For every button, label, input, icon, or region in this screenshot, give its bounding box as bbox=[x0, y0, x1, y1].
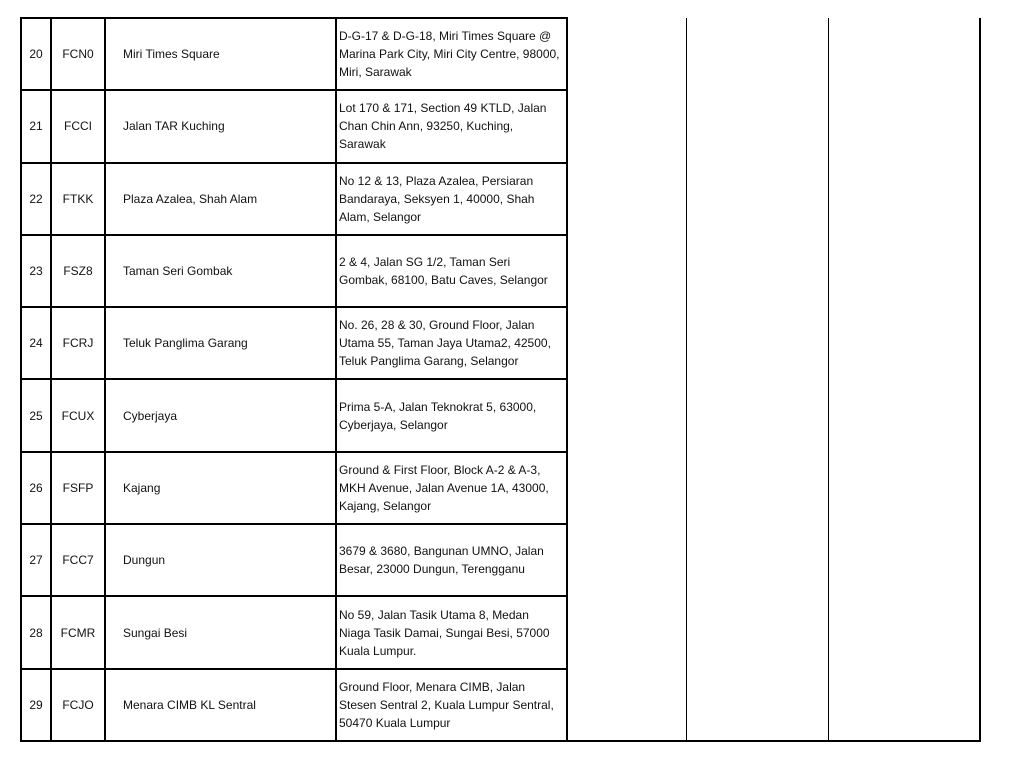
empty-cell bbox=[567, 669, 686, 741]
branch-code-cell: FCRJ bbox=[51, 307, 105, 379]
row-number-cell: 26 bbox=[21, 452, 51, 524]
branch-address-cell: No 59, Jalan Tasik Utama 8, Medan Niaga Tasik Damai, Sungai Besi, 57000 Kuala Lumpur. bbox=[336, 596, 567, 668]
row-number-cell: 24 bbox=[21, 307, 51, 379]
branch-name-cell: Jalan TAR Kuching bbox=[105, 90, 336, 162]
branch-name-cell: Teluk Panglima Garang bbox=[105, 307, 336, 379]
empty-cell bbox=[686, 669, 828, 741]
empty-cell bbox=[567, 596, 686, 668]
branch-code-cell: FCN0 bbox=[51, 18, 105, 90]
empty-cell bbox=[828, 452, 980, 524]
row-number-cell: 27 bbox=[21, 524, 51, 596]
empty-cell bbox=[828, 669, 980, 741]
branch-code-cell: FCMR bbox=[51, 596, 105, 668]
branch-address-cell: No. 26, 28 & 30, Ground Floor, Jalan Utama 55, Taman Jaya Utama2, 42500, Teluk Panglima Garang, Selangor bbox=[336, 307, 567, 379]
row-number-cell: 21 bbox=[21, 90, 51, 162]
row-number-cell: 20 bbox=[21, 18, 51, 90]
table-row bbox=[21, 452, 980, 524]
branch-name-cell: Cyberjaya bbox=[105, 379, 336, 451]
table-row bbox=[21, 90, 980, 162]
table-row bbox=[21, 379, 980, 451]
empty-cell bbox=[828, 596, 980, 668]
empty-cell bbox=[828, 163, 980, 235]
branch-name-cell: Dungun bbox=[105, 524, 336, 596]
empty-cell bbox=[686, 307, 828, 379]
row-number-cell: 29 bbox=[21, 669, 51, 741]
row-number-cell: 23 bbox=[21, 235, 51, 307]
table-row bbox=[21, 524, 980, 596]
branch-name-cell: Menara CIMB KL Sentral bbox=[105, 669, 336, 741]
branch-address-cell: D-G-17 & D-G-18, Miri Times Square @ Marina Park City, Miri City Centre, 98000, Miri, Sarawak bbox=[336, 18, 567, 90]
empty-cell bbox=[686, 452, 828, 524]
branch-name-cell: Miri Times Square bbox=[105, 18, 336, 90]
empty-cell bbox=[686, 596, 828, 668]
branch-code-cell: FCJO bbox=[51, 669, 105, 741]
empty-cell bbox=[828, 18, 980, 90]
empty-cell bbox=[686, 163, 828, 235]
row-number-cell: 28 bbox=[21, 596, 51, 668]
branch-name-cell: Taman Seri Gombak bbox=[105, 235, 336, 307]
empty-cell bbox=[686, 524, 828, 596]
table-row bbox=[21, 163, 980, 235]
empty-cell bbox=[828, 379, 980, 451]
empty-cell bbox=[686, 235, 828, 307]
empty-cell bbox=[828, 90, 980, 162]
empty-cell bbox=[567, 18, 686, 90]
branch-code-cell: FCUX bbox=[51, 379, 105, 451]
table-row bbox=[21, 235, 980, 307]
empty-cell bbox=[686, 379, 828, 451]
empty-cell bbox=[828, 524, 980, 596]
empty-cell bbox=[567, 235, 686, 307]
branch-address-cell: Ground & First Floor, Block A-2 & A-3, MKH Avenue, Jalan Avenue 1A, 43000, Kajang, Selangor bbox=[336, 452, 567, 524]
table-row bbox=[21, 596, 980, 668]
empty-cell bbox=[567, 90, 686, 162]
empty-cell bbox=[567, 524, 686, 596]
branch-code-cell: FCCI bbox=[51, 90, 105, 162]
branch-address-cell: Ground Floor, Menara CIMB, Jalan Stesen Sentral 2, Kuala Lumpur Sentral, 50470 Kuala Lumpur bbox=[336, 669, 567, 741]
table-row bbox=[21, 307, 980, 379]
branch-code-cell: FSZ8 bbox=[51, 235, 105, 307]
branch-table-container bbox=[20, 17, 981, 742]
branch-name-cell: Kajang bbox=[105, 452, 336, 524]
empty-cell bbox=[567, 307, 686, 379]
empty-cell bbox=[567, 452, 686, 524]
empty-cell bbox=[567, 163, 686, 235]
branch-code-cell: FCC7 bbox=[51, 524, 105, 596]
branch-code-cell: FSFP bbox=[51, 452, 105, 524]
row-number-cell: 25 bbox=[21, 379, 51, 451]
row-number-cell: 22 bbox=[21, 163, 51, 235]
branch-address-cell: 2 & 4, Jalan SG 1/2, Taman Seri Gombak, 68100, Batu Caves, Selangor bbox=[336, 235, 567, 307]
empty-cell bbox=[686, 90, 828, 162]
branch-address-cell: 3679 & 3680, Bangunan UMNO, Jalan Besar, 23000 Dungun, Terengganu bbox=[336, 524, 567, 596]
empty-cell bbox=[828, 235, 980, 307]
branch-address-cell: Lot 170 & 171, Section 49 KTLD, Jalan Chan Chin Ann, 93250, Kuching, Sarawak bbox=[336, 90, 567, 162]
empty-cell bbox=[686, 18, 828, 90]
branch-address-cell: No 12 & 13, Plaza Azalea, Persiaran Bandaraya, Seksyen 1, 40000, Shah Alam, Selangor bbox=[336, 163, 567, 235]
table-row bbox=[21, 18, 980, 90]
branch-name-cell: Plaza Azalea, Shah Alam bbox=[105, 163, 336, 235]
branch-table bbox=[20, 17, 981, 742]
empty-cell bbox=[828, 307, 980, 379]
empty-cell bbox=[567, 379, 686, 451]
branch-address-cell: Prima 5-A, Jalan Teknokrat 5, 63000, Cyberjaya, Selangor bbox=[336, 379, 567, 451]
table-row bbox=[21, 669, 980, 741]
branch-name-cell: Sungai Besi bbox=[105, 596, 336, 668]
branch-code-cell: FTKK bbox=[51, 163, 105, 235]
